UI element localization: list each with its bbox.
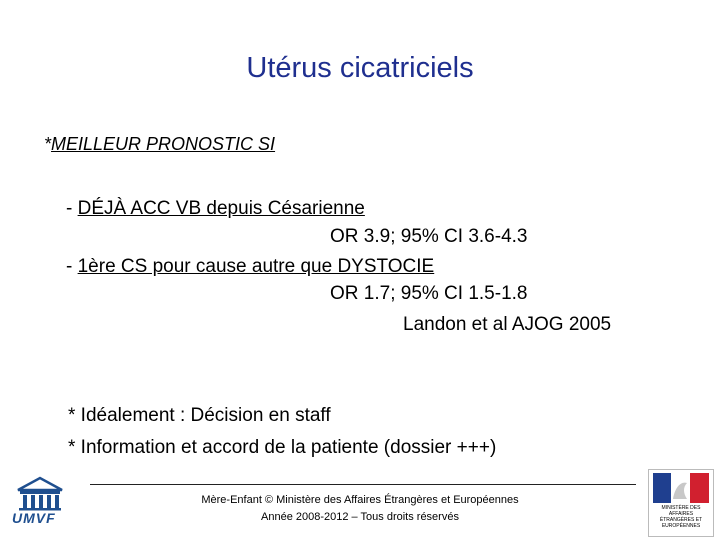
reference: Landon et al AJOG 2005 <box>403 314 612 335</box>
bullet-2-stat: OR 1.7; 95% CI 1.5-1.8 <box>330 283 528 304</box>
bullet-2-dash: - <box>66 256 78 277</box>
umvf-wordmark: UMVF <box>12 510 56 526</box>
subtitle <box>44 134 275 155</box>
ministry-caption: MINISTÈRE DES AFFAIRES ÉTRANGÈRES ET EUROPÉENNES <box>659 505 703 529</box>
bullet-2 <box>66 256 434 278</box>
footer <box>150 492 570 526</box>
note-1: * Idéalement : Décision en staff <box>68 405 331 426</box>
bullet-1-dash: - <box>66 198 78 219</box>
bullet-1-text: DÉJÀ ACC VB depuis Césarienne <box>77 198 365 219</box>
footer-divider <box>90 484 636 485</box>
footer-line-1: Mère-Enfant © Ministère des Affaires Étrangères et Européennes <box>201 494 519 506</box>
bullet-2-text: 1ère CS pour cause autre que DYSTOCIE <box>77 256 435 277</box>
subtitle-prefix: * <box>44 134 52 154</box>
bullet-1-stat: OR 3.9; 95% CI 3.6-4.3 <box>330 226 528 247</box>
footer-line-2: Année 2008-2012 – Tous droits réservés <box>261 511 459 523</box>
bullet-1 <box>66 198 365 220</box>
note-2: * Information et accord de la patiente (dossier +++) <box>68 437 497 458</box>
marianne-flag-icon <box>653 473 709 503</box>
subtitle-underlined: MEILLEUR PRONOSTIC SI <box>51 134 276 154</box>
slide-title: Utérus cicatriciels <box>246 52 474 84</box>
ministry-logo <box>648 469 714 537</box>
